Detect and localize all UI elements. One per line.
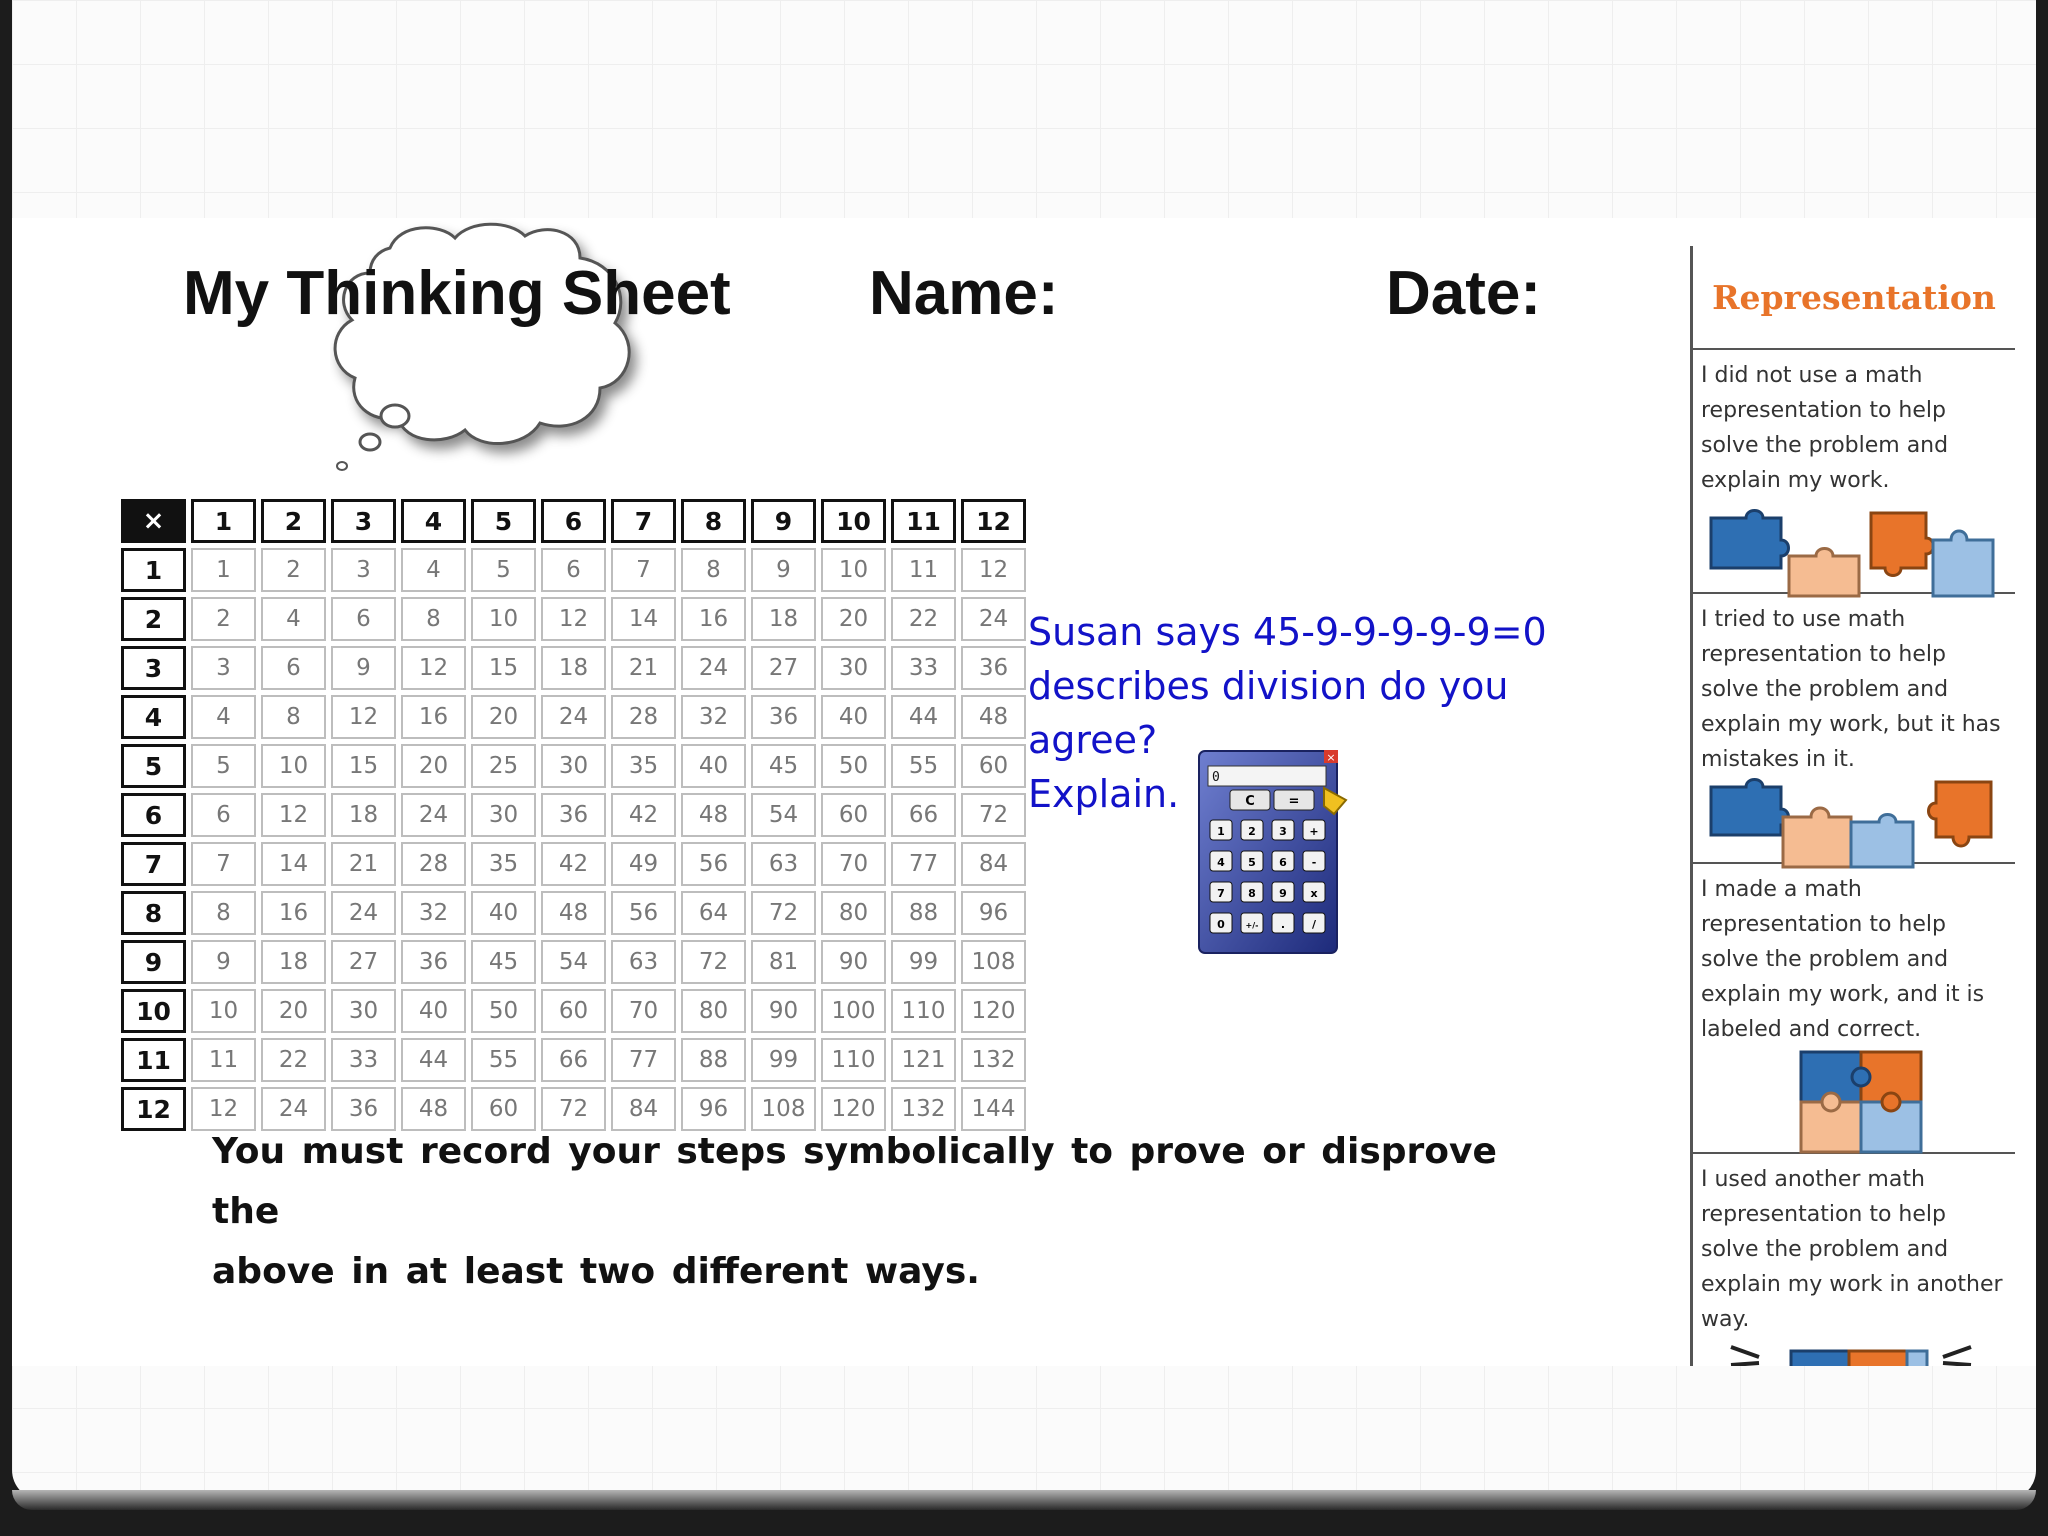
product-cell: 2 — [261, 548, 326, 592]
product-cell: 28 — [611, 695, 676, 739]
product-cell: 80 — [821, 891, 886, 935]
instructions — [212, 1122, 1552, 1302]
row-header: 9 — [121, 940, 186, 984]
name-label: Name: — [869, 259, 1059, 328]
product-cell: 54 — [541, 940, 606, 984]
product-cell: 30 — [471, 793, 536, 837]
svg-text:7: 7 — [1217, 887, 1225, 900]
table-header-row — [121, 499, 1026, 543]
product-cell: 50 — [821, 744, 886, 788]
product-cell: 36 — [401, 940, 466, 984]
product-cell: 40 — [821, 695, 886, 739]
product-cell: 99 — [751, 1038, 816, 1082]
product-cell: 20 — [821, 597, 886, 641]
product-cell: 88 — [891, 891, 956, 935]
column-header: 6 — [541, 499, 606, 543]
product-cell: 54 — [751, 793, 816, 837]
product-cell: 4 — [261, 597, 326, 641]
product-cell: 77 — [891, 842, 956, 886]
svg-text:×: × — [1326, 751, 1336, 764]
thought-cloud-icon — [330, 218, 660, 478]
product-cell: 12 — [541, 597, 606, 641]
product-cell: 30 — [821, 646, 886, 690]
product-cell: 4 — [191, 695, 256, 739]
row-header: 6 — [121, 793, 186, 837]
product-cell: 42 — [541, 842, 606, 886]
column-header: 5 — [471, 499, 536, 543]
times-symbol: × — [121, 499, 186, 543]
calculator-display: 0 — [1212, 770, 1220, 785]
calculator-key[interactable] — [1303, 851, 1325, 871]
product-cell: 30 — [331, 989, 396, 1033]
product-cell: 48 — [681, 793, 746, 837]
product-cell: 70 — [611, 989, 676, 1033]
product-cell: 14 — [261, 842, 326, 886]
calculator-key[interactable] — [1210, 913, 1232, 933]
product-cell: 22 — [261, 1038, 326, 1082]
table-row — [121, 842, 1026, 886]
product-cell: 18 — [331, 793, 396, 837]
calculator-icon — [1196, 748, 1356, 958]
product-cell: 48 — [541, 891, 606, 935]
product-cell: 10 — [471, 597, 536, 641]
product-cell: 36 — [541, 793, 606, 837]
product-cell: 6 — [331, 597, 396, 641]
product-cell: 44 — [401, 1038, 466, 1082]
product-cell: 16 — [261, 891, 326, 935]
row-header: 3 — [121, 646, 186, 690]
scattered-puzzle-icon — [1701, 498, 2001, 598]
product-cell: 40 — [681, 744, 746, 788]
product-cell: 33 — [331, 1038, 396, 1082]
question-line: describes division do you agree? — [1028, 664, 1509, 762]
product-cell: 10 — [261, 744, 326, 788]
rubric-row — [1693, 594, 2015, 864]
rubric-row — [1693, 864, 2015, 1154]
product-cell: 12 — [961, 548, 1026, 592]
svg-text:2: 2 — [1248, 825, 1256, 838]
calculator-key[interactable] — [1303, 882, 1325, 902]
product-cell: 36 — [961, 646, 1026, 690]
row-header: 4 — [121, 695, 186, 739]
product-cell: 108 — [751, 1087, 816, 1131]
product-cell: 49 — [611, 842, 676, 886]
product-cell: 2 — [191, 597, 256, 641]
table-row — [121, 695, 1026, 739]
calculator-key[interactable] — [1241, 851, 1263, 871]
column-header: 4 — [401, 499, 466, 543]
product-cell: 20 — [401, 744, 466, 788]
calculator-key[interactable] — [1303, 913, 1325, 933]
product-cell: 24 — [401, 793, 466, 837]
svg-text:8: 8 — [1248, 887, 1256, 900]
product-cell: 25 — [471, 744, 536, 788]
product-cell: 144 — [961, 1087, 1026, 1131]
page-title: My Thinking Sheet — [183, 259, 731, 328]
product-cell: 36 — [331, 1087, 396, 1131]
table-row — [121, 744, 1026, 788]
product-cell: 24 — [261, 1087, 326, 1131]
product-cell: 15 — [471, 646, 536, 690]
rubric-title: Representation — [1693, 246, 2015, 350]
product-cell: 4 — [401, 548, 466, 592]
svg-text:3: 3 — [1279, 825, 1287, 838]
product-cell: 11 — [191, 1038, 256, 1082]
product-cell: 8 — [191, 891, 256, 935]
table-row — [121, 646, 1026, 690]
product-cell: 32 — [401, 891, 466, 935]
table-row — [121, 793, 1026, 837]
row-header: 11 — [121, 1038, 186, 1082]
instruction-line: above in at least two different ways. — [212, 1251, 980, 1292]
calculator-key[interactable] — [1210, 882, 1232, 902]
instruction-line: You must record your steps symbolically to prove or disprove the — [212, 1131, 1497, 1232]
product-cell: 35 — [471, 842, 536, 886]
product-cell: 20 — [261, 989, 326, 1033]
product-cell: 60 — [471, 1087, 536, 1131]
partial-puzzle-icon — [1701, 777, 2001, 877]
product-cell: 80 — [681, 989, 746, 1033]
row-header: 7 — [121, 842, 186, 886]
product-cell: 8 — [401, 597, 466, 641]
product-cell: 12 — [331, 695, 396, 739]
product-cell: 81 — [751, 940, 816, 984]
product-cell: 22 — [891, 597, 956, 641]
product-cell: 16 — [401, 695, 466, 739]
table-row — [121, 1038, 1026, 1082]
rubric-row — [1693, 1154, 2015, 1366]
svg-text:9: 9 — [1279, 887, 1287, 900]
product-cell: 100 — [821, 989, 886, 1033]
svg-text:6: 6 — [1279, 856, 1287, 869]
date-label: Date: — [1386, 259, 1542, 328]
calculator-key[interactable] — [1272, 851, 1294, 871]
question-line: Susan says 45-9-9-9-9-9=0 — [1028, 610, 1547, 654]
rubric-text: I tried to use math representation to help solve the problem and explain my work, but it has mistakes in it. — [1701, 607, 2001, 772]
product-cell: 24 — [681, 646, 746, 690]
table-row — [121, 989, 1026, 1033]
multiplication-table — [116, 494, 1031, 1136]
product-cell: 27 — [331, 940, 396, 984]
rubric-row — [1693, 350, 2015, 594]
product-cell: 20 — [471, 695, 536, 739]
product-cell: 132 — [961, 1038, 1026, 1082]
product-cell: 7 — [191, 842, 256, 886]
product-cell: 27 — [751, 646, 816, 690]
representation-rubric — [1690, 246, 2015, 1366]
svg-text:+/-: +/- — [1245, 921, 1259, 930]
product-cell: 21 — [611, 646, 676, 690]
product-cell: 84 — [961, 842, 1026, 886]
product-cell: 108 — [961, 940, 1026, 984]
product-cell: 66 — [891, 793, 956, 837]
product-cell: 12 — [191, 1087, 256, 1131]
product-cell: 16 — [681, 597, 746, 641]
svg-text:/: / — [1311, 918, 1317, 931]
table-row — [121, 891, 1026, 935]
product-cell: 21 — [331, 842, 396, 886]
calculator-key[interactable] — [1272, 913, 1294, 933]
svg-text:=: = — [1288, 794, 1300, 809]
calculator-key[interactable] — [1210, 820, 1232, 840]
product-cell: 132 — [891, 1087, 956, 1131]
svg-text:x: x — [1310, 887, 1318, 900]
product-cell: 60 — [541, 989, 606, 1033]
calculator-key[interactable] — [1303, 820, 1325, 840]
product-cell: 72 — [541, 1087, 606, 1131]
product-cell: 88 — [681, 1038, 746, 1082]
product-cell: 24 — [541, 695, 606, 739]
svg-text:-: - — [1311, 856, 1317, 869]
product-cell: 3 — [191, 646, 256, 690]
column-header: 8 — [681, 499, 746, 543]
product-cell: 24 — [961, 597, 1026, 641]
svg-text:4: 4 — [1217, 856, 1225, 869]
product-cell: 48 — [961, 695, 1026, 739]
product-cell: 6 — [261, 646, 326, 690]
product-cell: 42 — [611, 793, 676, 837]
rubric-text: I made a math representation to help solve the problem and explain my work, and it is labeled and correct. — [1701, 877, 1985, 1042]
product-cell: 72 — [751, 891, 816, 935]
product-cell: 90 — [751, 989, 816, 1033]
product-cell: 32 — [681, 695, 746, 739]
product-cell: 1 — [191, 548, 256, 592]
column-header: 1 — [191, 499, 256, 543]
product-cell: 35 — [611, 744, 676, 788]
product-cell: 40 — [471, 891, 536, 935]
product-cell: 72 — [961, 793, 1026, 837]
product-cell: 110 — [891, 989, 956, 1033]
product-cell: 50 — [471, 989, 536, 1033]
product-cell: 5 — [471, 548, 536, 592]
product-cell: 64 — [681, 891, 746, 935]
product-cell: 6 — [541, 548, 606, 592]
product-cell: 120 — [821, 1087, 886, 1131]
table-row — [121, 597, 1026, 641]
calculator-key[interactable] — [1241, 882, 1263, 902]
slide-shadow — [12, 1490, 2036, 1510]
row-header: 1 — [121, 548, 186, 592]
column-header: 10 — [821, 499, 886, 543]
product-cell: 45 — [751, 744, 816, 788]
product-cell: 70 — [821, 842, 886, 886]
product-cell: 12 — [261, 793, 326, 837]
shining-puzzle-icon — [1701, 1337, 2001, 1366]
product-cell: 9 — [331, 646, 396, 690]
row-header: 8 — [121, 891, 186, 935]
svg-text:5: 5 — [1248, 856, 1256, 869]
product-cell: 9 — [751, 548, 816, 592]
product-cell: 12 — [401, 646, 466, 690]
column-header: 3 — [331, 499, 396, 543]
table-row — [121, 548, 1026, 592]
product-cell: 3 — [331, 548, 396, 592]
column-header: 7 — [611, 499, 676, 543]
product-cell: 63 — [611, 940, 676, 984]
product-cell: 96 — [961, 891, 1026, 935]
product-cell: 44 — [891, 695, 956, 739]
product-cell: 5 — [191, 744, 256, 788]
product-cell: 121 — [891, 1038, 956, 1082]
row-header: 10 — [121, 989, 186, 1033]
product-cell: 55 — [471, 1038, 536, 1082]
product-cell: 60 — [961, 744, 1026, 788]
calculator-key[interactable] — [1272, 882, 1294, 902]
product-cell: 10 — [191, 989, 256, 1033]
product-cell: 28 — [401, 842, 466, 886]
product-cell: 9 — [191, 940, 256, 984]
row-header: 2 — [121, 597, 186, 641]
product-cell: 77 — [611, 1038, 676, 1082]
product-cell: 90 — [821, 940, 886, 984]
column-header: 11 — [891, 499, 956, 543]
row-header: 12 — [121, 1087, 186, 1131]
product-cell: 30 — [541, 744, 606, 788]
product-cell: 36 — [751, 695, 816, 739]
column-header: 12 — [961, 499, 1026, 543]
calculator-key[interactable] — [1272, 820, 1294, 840]
product-cell: 10 — [821, 548, 886, 592]
complete-puzzle-icon — [1701, 1047, 2001, 1157]
product-cell: 60 — [821, 793, 886, 837]
product-cell: 40 — [401, 989, 466, 1033]
product-cell: 18 — [541, 646, 606, 690]
svg-text:+: + — [1309, 825, 1319, 838]
table-row — [121, 940, 1026, 984]
svg-text:.: . — [1280, 918, 1286, 931]
product-cell: 99 — [891, 940, 956, 984]
product-cell: 11 — [891, 548, 956, 592]
product-cell: 8 — [681, 548, 746, 592]
product-cell: 18 — [751, 597, 816, 641]
rubric-text: I did not use a math representation to help solve the problem and explain my work. — [1701, 363, 1949, 493]
question-line: Explain. — [1028, 772, 1180, 816]
product-cell: 15 — [331, 744, 396, 788]
calculator-key[interactable] — [1241, 820, 1263, 840]
calculator-key[interactable] — [1274, 790, 1314, 810]
product-cell: 96 — [681, 1087, 746, 1131]
calculator-key[interactable] — [1210, 851, 1232, 871]
product-cell: 14 — [611, 597, 676, 641]
product-cell: 33 — [891, 646, 956, 690]
product-cell: 120 — [961, 989, 1026, 1033]
product-cell: 45 — [471, 940, 536, 984]
column-header: 9 — [751, 499, 816, 543]
row-header: 5 — [121, 744, 186, 788]
product-cell: 24 — [331, 891, 396, 935]
calculator-key[interactable] — [1230, 790, 1270, 810]
product-cell: 72 — [681, 940, 746, 984]
column-header: 2 — [261, 499, 326, 543]
product-cell: 48 — [401, 1087, 466, 1131]
product-cell: 63 — [751, 842, 816, 886]
rubric-text: I used another math representation to help solve the problem and explain my work in another way. — [1701, 1167, 2003, 1332]
product-cell: 56 — [681, 842, 746, 886]
svg-text:C: C — [1245, 794, 1255, 809]
product-cell: 8 — [261, 695, 326, 739]
product-cell: 84 — [611, 1087, 676, 1131]
product-cell: 55 — [891, 744, 956, 788]
svg-text:0: 0 — [1217, 918, 1225, 931]
product-cell: 110 — [821, 1038, 886, 1082]
product-cell: 18 — [261, 940, 326, 984]
svg-text:1: 1 — [1217, 825, 1225, 838]
product-cell: 7 — [611, 548, 676, 592]
product-cell: 6 — [191, 793, 256, 837]
product-cell: 56 — [611, 891, 676, 935]
calculator-key[interactable] — [1241, 913, 1263, 933]
product-cell: 66 — [541, 1038, 606, 1082]
